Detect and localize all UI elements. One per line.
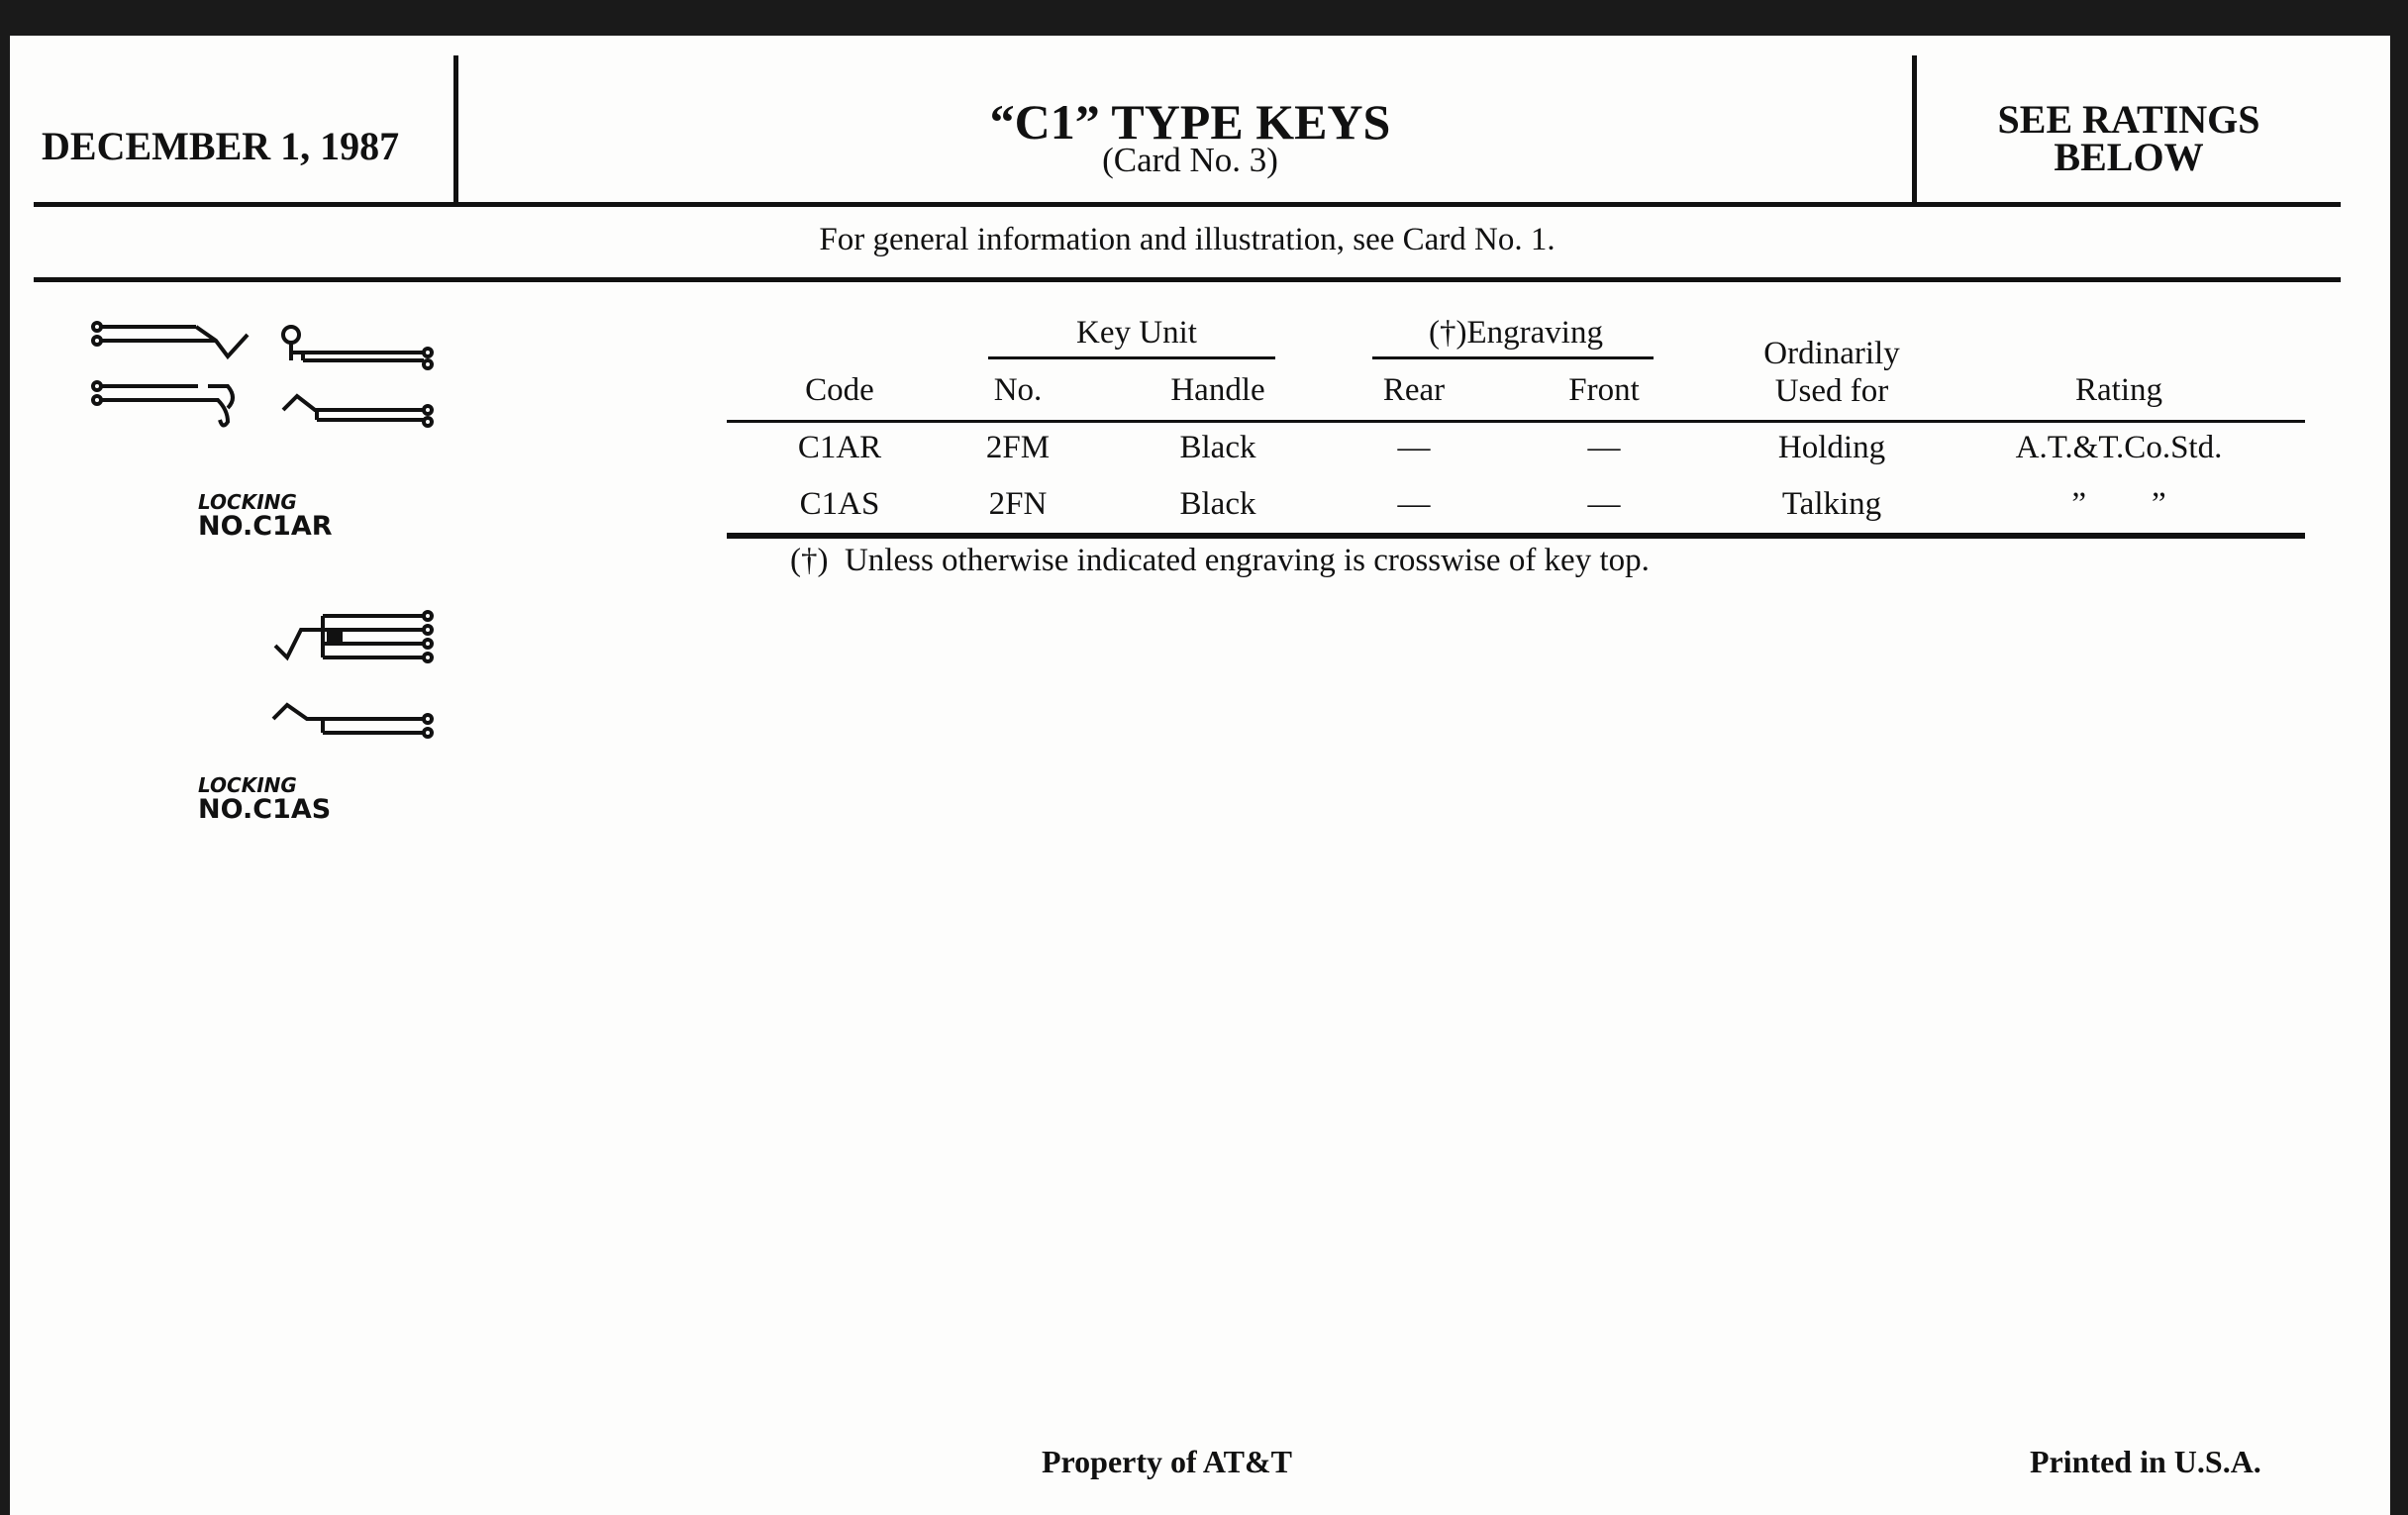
table-row-1-rear: — — [1397, 430, 1431, 465]
table-row-2-rear: — — [1397, 486, 1431, 522]
diagram-label-c1as-type: LOCKING — [198, 773, 297, 797]
diagram-label-c1as — [198, 774, 331, 824]
engraving-underline — [1372, 356, 1654, 359]
col-header-code: Code — [805, 372, 874, 408]
col-header-used-for — [1713, 335, 1951, 410]
header-divider-right — [1912, 55, 1917, 202]
table-row-1-code: C1AR — [797, 430, 882, 465]
col-header-rear: Rear — [1382, 372, 1446, 408]
table-row-1-used-for: Holding — [1777, 430, 1886, 465]
col-header-front: Front — [1568, 372, 1640, 408]
card-number: (Card No. 3) — [1102, 141, 1278, 179]
table-row-2-handle: Black — [1179, 486, 1256, 522]
locking-key-circuit-c1as-icon — [257, 596, 446, 764]
table-footnote: (†) Unless otherwise indicated engraving is crosswise of key top. — [790, 543, 1650, 578]
table-header-rule — [727, 420, 2305, 423]
table-row-2-rating: ” ” — [2071, 486, 2166, 522]
key-unit-underline — [988, 356, 1275, 359]
col-header-handle: Handle — [1170, 372, 1265, 408]
table-row-2-front: — — [1587, 486, 1621, 522]
group-header-key-unit: Key Unit — [1076, 315, 1197, 351]
col-header-used-for-line1: Ordinarily — [1763, 336, 1900, 371]
section-rule — [34, 277, 2341, 282]
locking-key-circuit-c1ar-icon — [79, 315, 446, 473]
table-row-2-used-for: Talking — [1781, 486, 1882, 522]
see-ratings-line2: BELOW — [2054, 135, 2204, 179]
col-header-rating: Rating — [2075, 372, 2162, 408]
diagram-label-c1ar — [198, 491, 333, 541]
table-row-2-code: C1AS — [799, 486, 880, 522]
table-row-1-rating: A.T.&T.Co.Std. — [2015, 430, 2223, 465]
general-info-line: For general information and illustration, see Card No. 1. — [819, 222, 1555, 257]
footer-property: Property of AT&T — [1042, 1444, 1292, 1479]
see-ratings-line1: SEE RATINGS — [1997, 97, 2260, 142]
col-header-no: No. — [993, 372, 1043, 408]
group-header-engraving: (†)Engraving — [1429, 315, 1603, 351]
index-card — [10, 36, 2390, 1515]
see-ratings-note — [1921, 97, 2337, 179]
diagram-label-c1as-number: NO.C1AS — [198, 794, 332, 825]
table-bottom-rule — [727, 533, 2305, 539]
card-date: DECEMBER 1, 1987 — [42, 124, 400, 168]
table-row-2-no: 2FN — [988, 486, 1048, 522]
diagram-label-c1ar-number: NO.C1AR — [198, 511, 333, 542]
table-row-1-handle: Black — [1179, 430, 1256, 465]
table-row-1-no: 2FM — [985, 430, 1051, 465]
card-title: “C1” TYPE KEYS — [989, 94, 1391, 150]
diagram-label-c1ar-type: LOCKING — [198, 490, 297, 514]
table-row-1-front: — — [1587, 430, 1621, 465]
header-bottom-rule — [34, 202, 2341, 207]
col-header-used-for-line2: Used for — [1774, 373, 1889, 409]
footer-printed: Printed in U.S.A. — [2030, 1444, 2261, 1479]
